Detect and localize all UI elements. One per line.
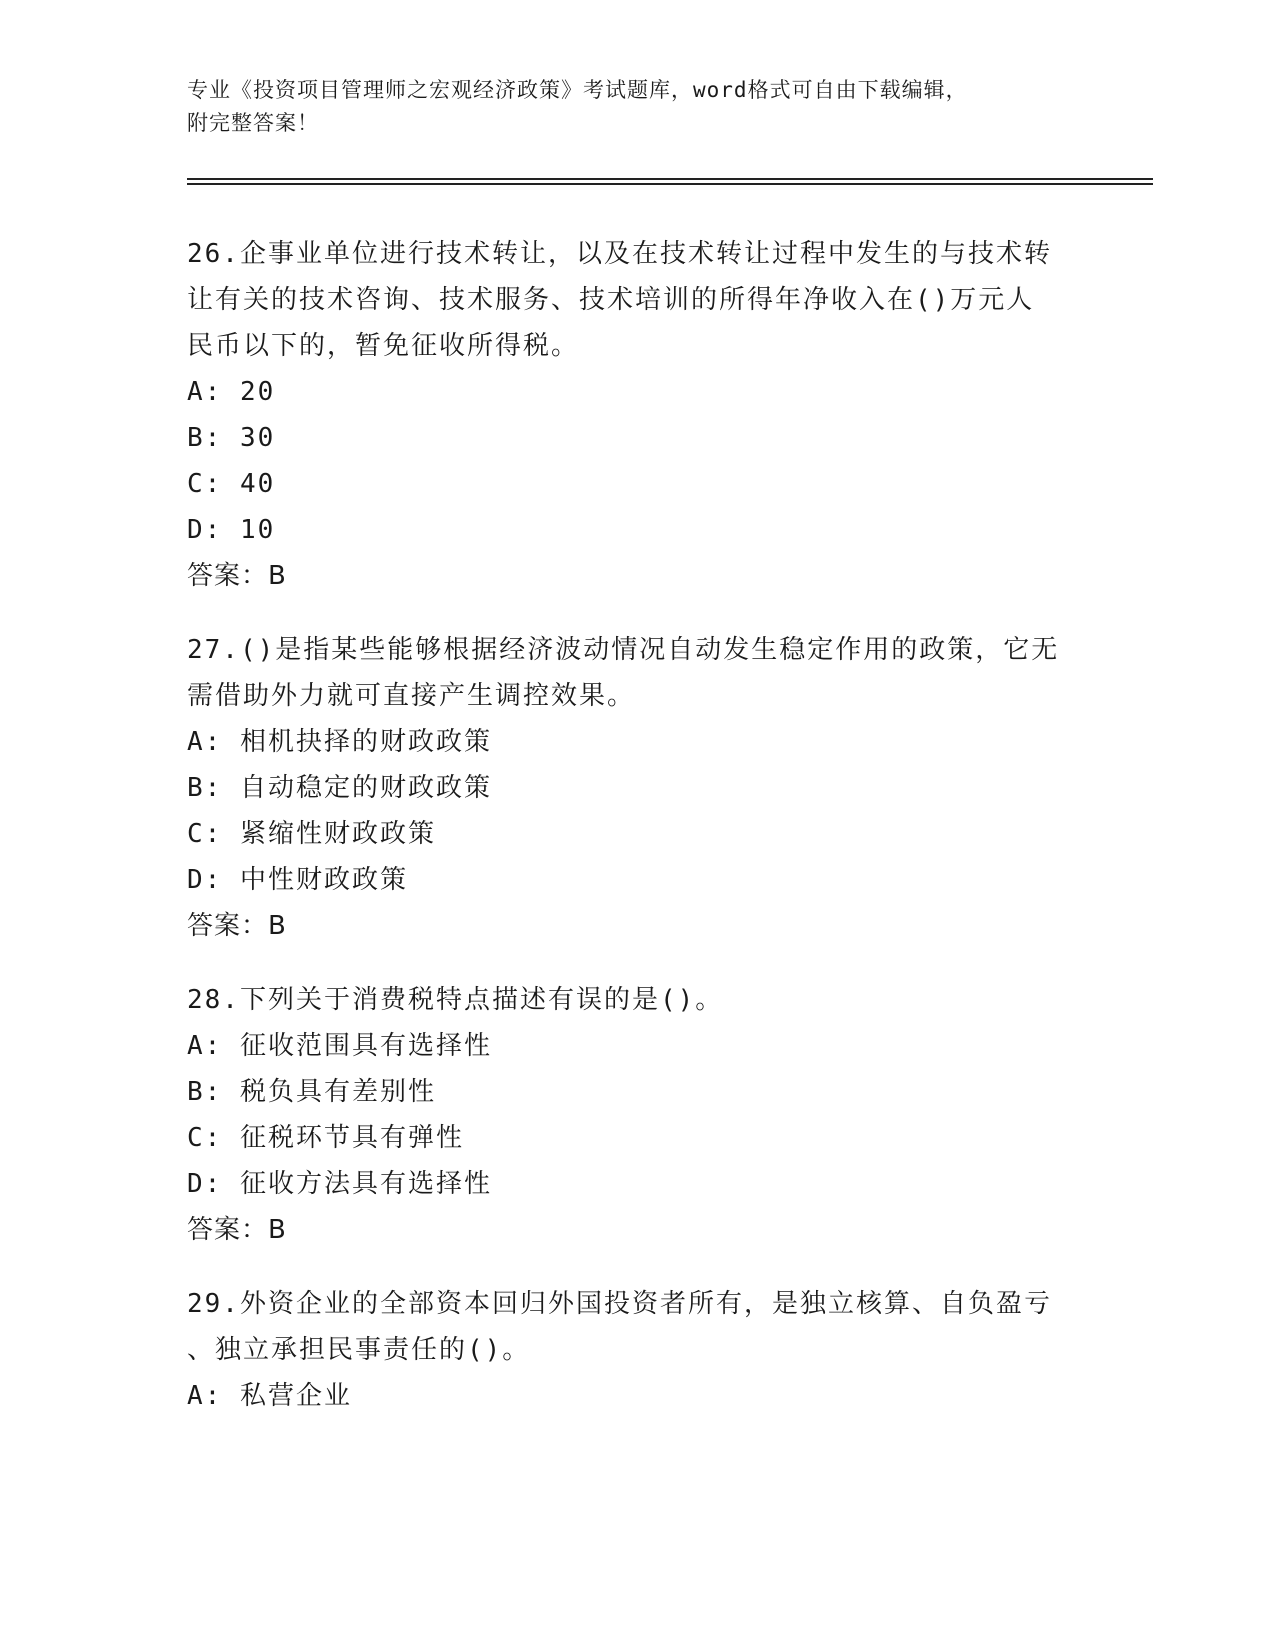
option-c: C: 紧缩性财政政策: [187, 819, 436, 849]
question-stem-line: 27.()是指某些能够根据经济波动情况自动发生稳定作用的政策，它无: [187, 635, 1060, 665]
option-a: A: 相机抉择的财政政策: [187, 727, 492, 757]
header-divider-top: [187, 178, 1153, 180]
question-stem-line: 、独立承担民事责任的()。: [187, 1335, 531, 1365]
option-b: B: 税负具有差别性: [187, 1077, 436, 1107]
question-29: [187, 1281, 1087, 1419]
header-divider-bottom: [187, 183, 1153, 185]
question-stem-line: 28.下列关于消费税特点描述有误的是()。: [187, 985, 724, 1015]
header-line-1: 专业《投资项目管理师之宏观经济政策》考试题库，word格式可自由下载编辑，: [187, 78, 968, 102]
option-a: A: 征收范围具有选择性: [187, 1031, 492, 1061]
header-line-2: 附完整答案！: [187, 111, 319, 135]
question-28: [187, 977, 1087, 1253]
question-list: [187, 231, 1087, 1447]
option-c: C: 40: [187, 469, 276, 499]
option-a: A: 私营企业: [187, 1381, 352, 1411]
option-b: B: 30: [187, 423, 276, 453]
answer: 答案：B: [187, 1215, 287, 1245]
option-d: D: 征收方法具有选择性: [187, 1169, 492, 1199]
question-27: [187, 627, 1087, 949]
option-c: C: 征税环节具有弹性: [187, 1123, 464, 1153]
question-26: [187, 231, 1087, 599]
answer: 答案：B: [187, 911, 287, 941]
option-d: D: 10: [187, 515, 276, 545]
question-stem-line: 民币以下的，暂免征收所得税。: [187, 331, 580, 361]
question-stem-line: 需借助外力就可直接产生调控效果。: [187, 681, 636, 711]
answer: 答案：B: [187, 561, 287, 591]
question-stem-line: 29.外资企业的全部资本回归外国投资者所有，是独立核算、自负盈亏: [187, 1289, 1052, 1319]
option-a: A: 20: [187, 377, 276, 407]
option-d: D: 中性财政政策: [187, 865, 408, 895]
question-stem-line: 26.企事业单位进行技术转让，以及在技术转让过程中发生的与技术转: [187, 239, 1052, 269]
document-header: [187, 74, 1087, 140]
question-stem-line: 让有关的技术咨询、技术服务、技术培训的所得年净收入在()万元人: [187, 285, 1035, 315]
option-b: B: 自动稳定的财政政策: [187, 773, 492, 803]
